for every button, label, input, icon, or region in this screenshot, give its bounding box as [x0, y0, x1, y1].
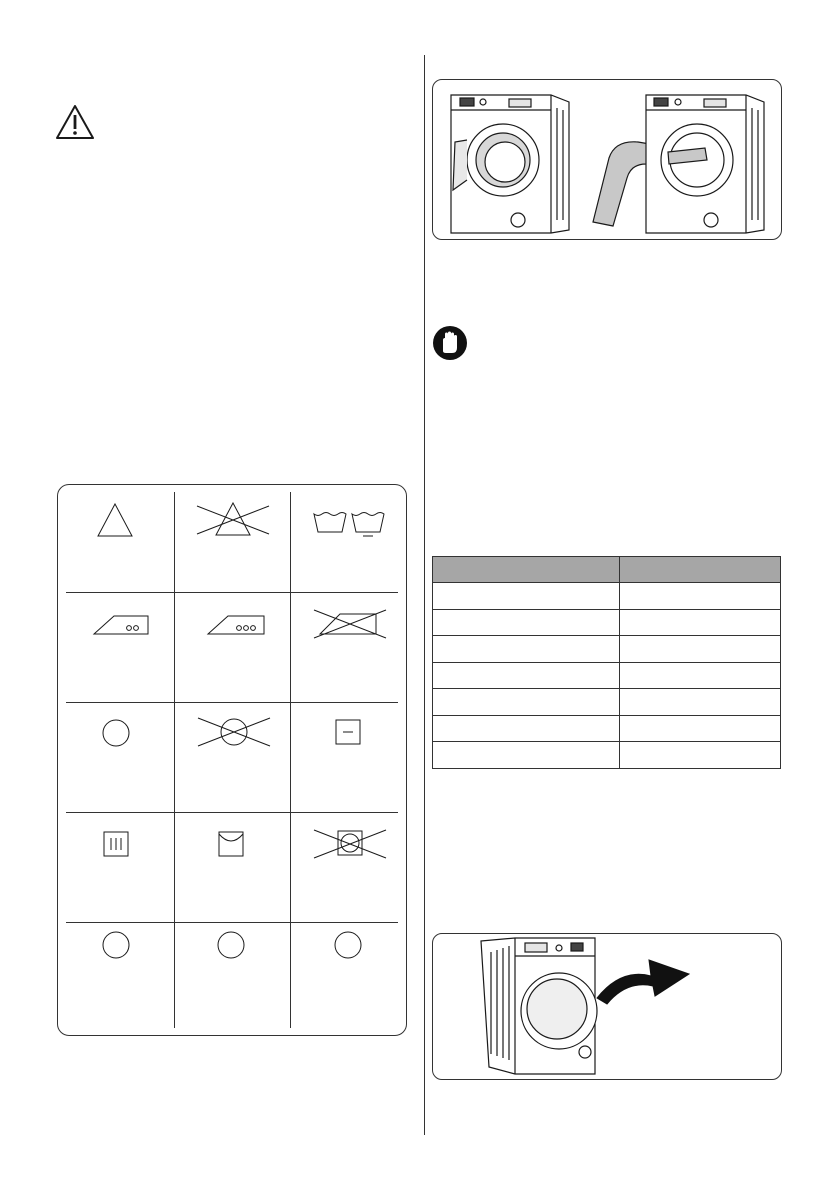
hand-wash-icon — [312, 510, 388, 542]
table-cell — [620, 583, 781, 610]
table-cell — [433, 689, 620, 716]
no-bleach-icon — [193, 500, 273, 540]
iron-medium-icon — [92, 608, 150, 638]
circle-icon — [216, 930, 246, 960]
table-row — [433, 609, 781, 636]
no-tumble-dry-icon — [312, 826, 388, 862]
no-dry-clean-icon — [196, 714, 272, 750]
grid-line — [66, 592, 398, 593]
table-cell — [620, 742, 781, 769]
circle-icon — [101, 930, 131, 960]
grid-line — [174, 492, 175, 1028]
washing-machine-figure-top — [432, 79, 782, 240]
table-row — [433, 636, 781, 663]
grid-line — [66, 702, 398, 703]
washing-machine-door-open-icon — [433, 80, 781, 239]
circle-icon — [333, 930, 363, 960]
table-cell — [433, 715, 620, 742]
grid-line — [66, 812, 398, 813]
table-cell — [433, 662, 620, 689]
table-cell — [433, 583, 620, 610]
washing-machine-figure-bottom — [432, 933, 782, 1080]
warning-triangle-icon — [55, 104, 95, 140]
table-row — [433, 715, 781, 742]
column-divider — [424, 55, 425, 1135]
line-dry-icon — [217, 830, 245, 858]
table-cell — [433, 609, 620, 636]
grid-line — [66, 922, 398, 923]
table-header-row — [433, 557, 781, 583]
table-header-cell — [433, 557, 620, 583]
table-cell — [620, 689, 781, 716]
drip-dry-icon — [102, 830, 130, 858]
table-cell — [620, 662, 781, 689]
washing-machine-door-arrow-icon — [433, 934, 781, 1079]
dry-flat-icon — [334, 718, 362, 746]
table-cell — [620, 609, 781, 636]
table-header-cell — [620, 557, 781, 583]
table-cell — [620, 636, 781, 663]
table-row — [433, 742, 781, 769]
table-cell — [620, 715, 781, 742]
no-iron-icon — [312, 602, 388, 640]
grid-line — [290, 492, 291, 1028]
table-row — [433, 662, 781, 689]
table-cell — [433, 742, 620, 769]
table-cell — [433, 636, 620, 663]
dry-clean-icon — [101, 718, 131, 748]
table-row — [433, 583, 781, 610]
stop-hand-icon — [432, 325, 468, 361]
table-row — [433, 689, 781, 716]
iron-high-icon — [206, 608, 266, 638]
bleach-allowed-icon — [95, 502, 135, 538]
spec-table — [432, 556, 781, 769]
